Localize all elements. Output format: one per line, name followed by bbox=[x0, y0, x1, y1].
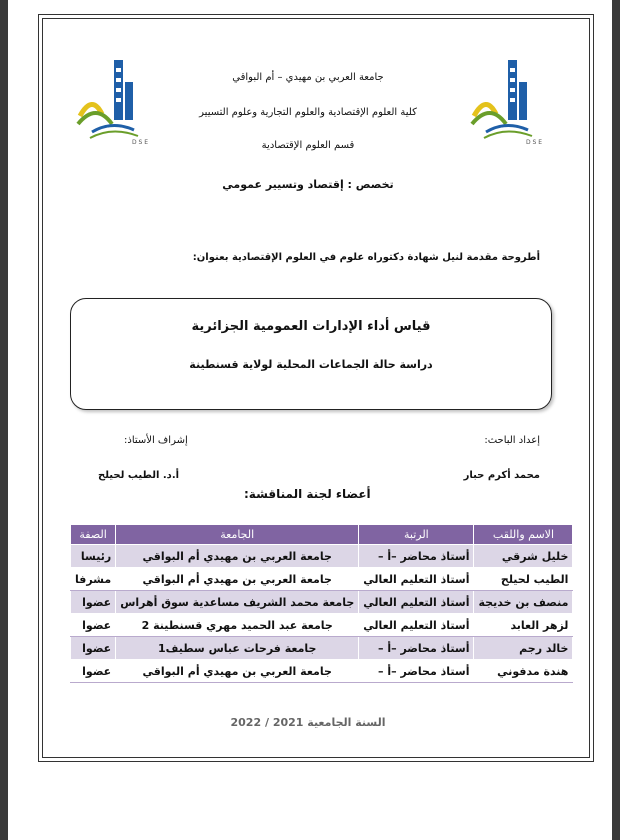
researcher-label: إعداد الباحث: bbox=[484, 435, 540, 446]
cell-university: جامعة العربي بن مهيدي أم البواقي bbox=[116, 568, 359, 591]
cell-university: جامعة العربي بن مهيدي أم البواقي bbox=[116, 660, 359, 683]
university-logo-icon-right bbox=[466, 54, 544, 146]
column-header-university: الجامعة bbox=[116, 525, 359, 545]
supervisor-name: أ.د. الطيب لحيلح bbox=[98, 470, 180, 481]
university-logo-icon-left bbox=[72, 54, 150, 146]
cell-role: مشرفا bbox=[71, 568, 116, 591]
cell-university: جامعة العربي بن مهيدي أم البواقي bbox=[116, 545, 359, 568]
document-page bbox=[8, 0, 612, 840]
table-row bbox=[71, 660, 573, 683]
cell-university: جامعة محمد الشريف مساعدية سوق أهراس bbox=[116, 591, 359, 614]
table-row bbox=[71, 568, 573, 591]
cell-rank: أستاذ التعليم العالي bbox=[359, 568, 474, 591]
cell-role: عضوا bbox=[71, 614, 116, 637]
table-row bbox=[71, 614, 573, 637]
department-name: قسم العلوم الإقتصادية bbox=[261, 140, 355, 151]
cell-rank: أستاذ التعليم العالي bbox=[359, 591, 474, 614]
table-row bbox=[71, 637, 573, 660]
faculty-name: كلية العلوم الإقتصادية والعلوم التجارية وعلوم التسيير bbox=[199, 107, 417, 118]
cell-name: الطيب لحيلح bbox=[474, 568, 573, 591]
column-header-role: الصفة bbox=[71, 525, 116, 545]
cell-name: خليل شرقي bbox=[474, 545, 573, 568]
committee-heading: أعضاء لجنة المناقشة: bbox=[244, 487, 371, 501]
cell-rank: أستاذ محاضر –أ – bbox=[359, 637, 474, 660]
cell-university: جامعة فرحات عباس سطيف1 bbox=[116, 637, 359, 660]
cell-role: عضوا bbox=[71, 660, 116, 683]
column-header-rank: الرتبة bbox=[359, 525, 474, 545]
committee-table bbox=[70, 524, 573, 683]
cell-university: جامعة عبد الحميد مهري قسنطينة 2 bbox=[116, 614, 359, 637]
cell-rank: أستاذ التعليم العالي bbox=[359, 614, 474, 637]
specialty: تخصص : إقتصاد وتسيير عمومي bbox=[222, 178, 394, 191]
cell-name: هندة مدفوني bbox=[474, 660, 573, 683]
cell-name: لزهر العابد bbox=[474, 614, 573, 637]
column-header-name: الاسم واللقب bbox=[474, 525, 573, 545]
academic-year: السنة الجامعية 2021 / 2022 bbox=[230, 716, 386, 729]
cell-rank: أستاذ محاضر –أ – bbox=[359, 660, 474, 683]
cell-role: عضوا bbox=[71, 637, 116, 660]
table-header-row bbox=[71, 525, 573, 545]
table-row bbox=[71, 591, 573, 614]
cell-name: خالد رجم bbox=[474, 637, 573, 660]
cell-name: منصف بن خديجة bbox=[474, 591, 573, 614]
researcher-name: محمد أكرم حبار bbox=[463, 470, 540, 481]
thesis-subtitle: دراسة حالة الجماعات المحلية لولاية قسنطينة bbox=[189, 358, 433, 371]
logo-caption-left: D S E bbox=[132, 139, 149, 146]
thesis-title: قياس أداء الإدارات العمومية الجزائرية bbox=[191, 319, 431, 334]
cell-role: رئيسا bbox=[71, 545, 116, 568]
university-name: جامعة العربي بن مهيدي – أم البواقي bbox=[232, 72, 384, 83]
thesis-intro: أطروحة مقدمة لنيل شهادة دكتوراه علوم في العلوم الإقتصادية بعنوان: bbox=[192, 252, 540, 263]
table-row bbox=[71, 545, 573, 568]
cell-rank: أستاذ محاضر –أ – bbox=[359, 545, 474, 568]
logo-caption-right: D S E bbox=[526, 139, 543, 146]
cell-role: عضوا bbox=[71, 591, 116, 614]
supervisor-label: إشراف الأستاذ: bbox=[124, 435, 188, 446]
title-box bbox=[70, 298, 552, 410]
